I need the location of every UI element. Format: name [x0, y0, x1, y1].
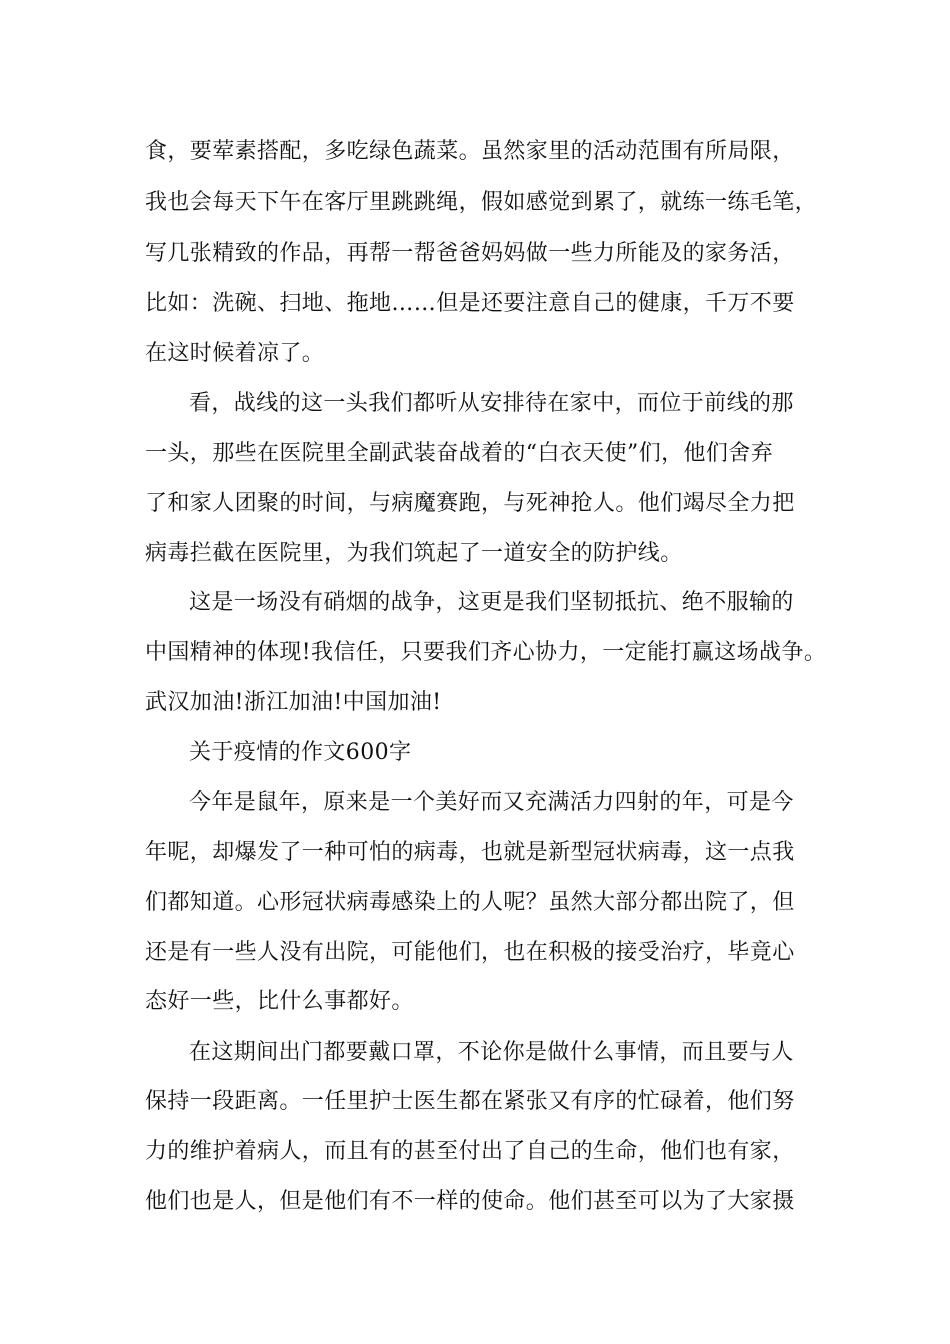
- paragraph-line: 病毒拦截在医院里，为我们筑起了一道安全的防护线。: [145, 541, 683, 566]
- paragraph-line: 这是一场没有硝烟的战争，这更是我们坚韧抵抗、绝不服输的: [189, 590, 794, 615]
- paragraph-line: 一头，那些在医院里全副武装奋战着的“白衣天使”们，他们舍弃: [145, 441, 774, 466]
- paragraph-line: 年呢，却爆发了一种可怕的病毒，也就是新型冠状病毒，这一点我: [145, 840, 795, 865]
- paragraph-line: 他们也是人，但是他们有不一样的使命。他们甚至可以为了大家摄: [145, 1189, 795, 1214]
- paragraph-line: 保持一段距离。一任里护士医生都在紧张又有序的忙碌着，他们努: [145, 1089, 795, 1114]
- paragraph-line: 我也会每天下午在客厅里跳跳绳，假如感觉到累了，就练一练毛笔，: [145, 190, 818, 215]
- paragraph-line: 力的维护着病人，而且有的甚至付出了自己的生命，他们也有家，: [145, 1139, 795, 1164]
- paragraph-line: 态好一些，比什么事都好。: [145, 989, 414, 1014]
- paragraph-line: 在这时候着凉了。: [145, 341, 325, 366]
- paragraph-line: 食，要荤素搭配，多吃绿色蔬菜。虽然家里的活动范围有所局限，: [145, 139, 795, 164]
- paragraph-line: 比如：洗碗、扫地、拖地……但是还要注意自己的健康，千万不要: [145, 291, 795, 316]
- paragraph-line: 在这期间出门都要戴口罩，不论你是做什么事情，而且要与人: [189, 1040, 794, 1065]
- paragraph-line: 武汉加油!浙江加油!中国加油!: [145, 690, 442, 715]
- paragraph-line: 今年是鼠年，原来是一个美好而又充满活力四射的年，可是今: [189, 790, 794, 815]
- paragraph-line: 还是有一些人没有出院，可能他们，也在积极的接受治疗，毕竟心: [145, 940, 795, 965]
- paragraph-line: 了和家人团聚的时间，与病魔赛跑，与死神抢人。他们竭尽全力把: [145, 491, 795, 516]
- paragraph-line: 看，战线的这一头我们都听从安排待在家中，而位于前线的那: [189, 391, 794, 416]
- paragraph-line: 写几张精致的作品，再帮一帮爸爸妈妈做一些力所能及的家务活，: [145, 241, 795, 266]
- section-heading: 关于疫情的作文600字: [189, 740, 412, 765]
- paragraph-line: 中国精神的体现!我信任，只要我们齐心协力，一定能打赢这场战争。: [145, 640, 827, 665]
- paragraph-line: 们都知道。心形冠状病毒感染上的人呢？虽然大部分都出院了，但: [145, 890, 795, 915]
